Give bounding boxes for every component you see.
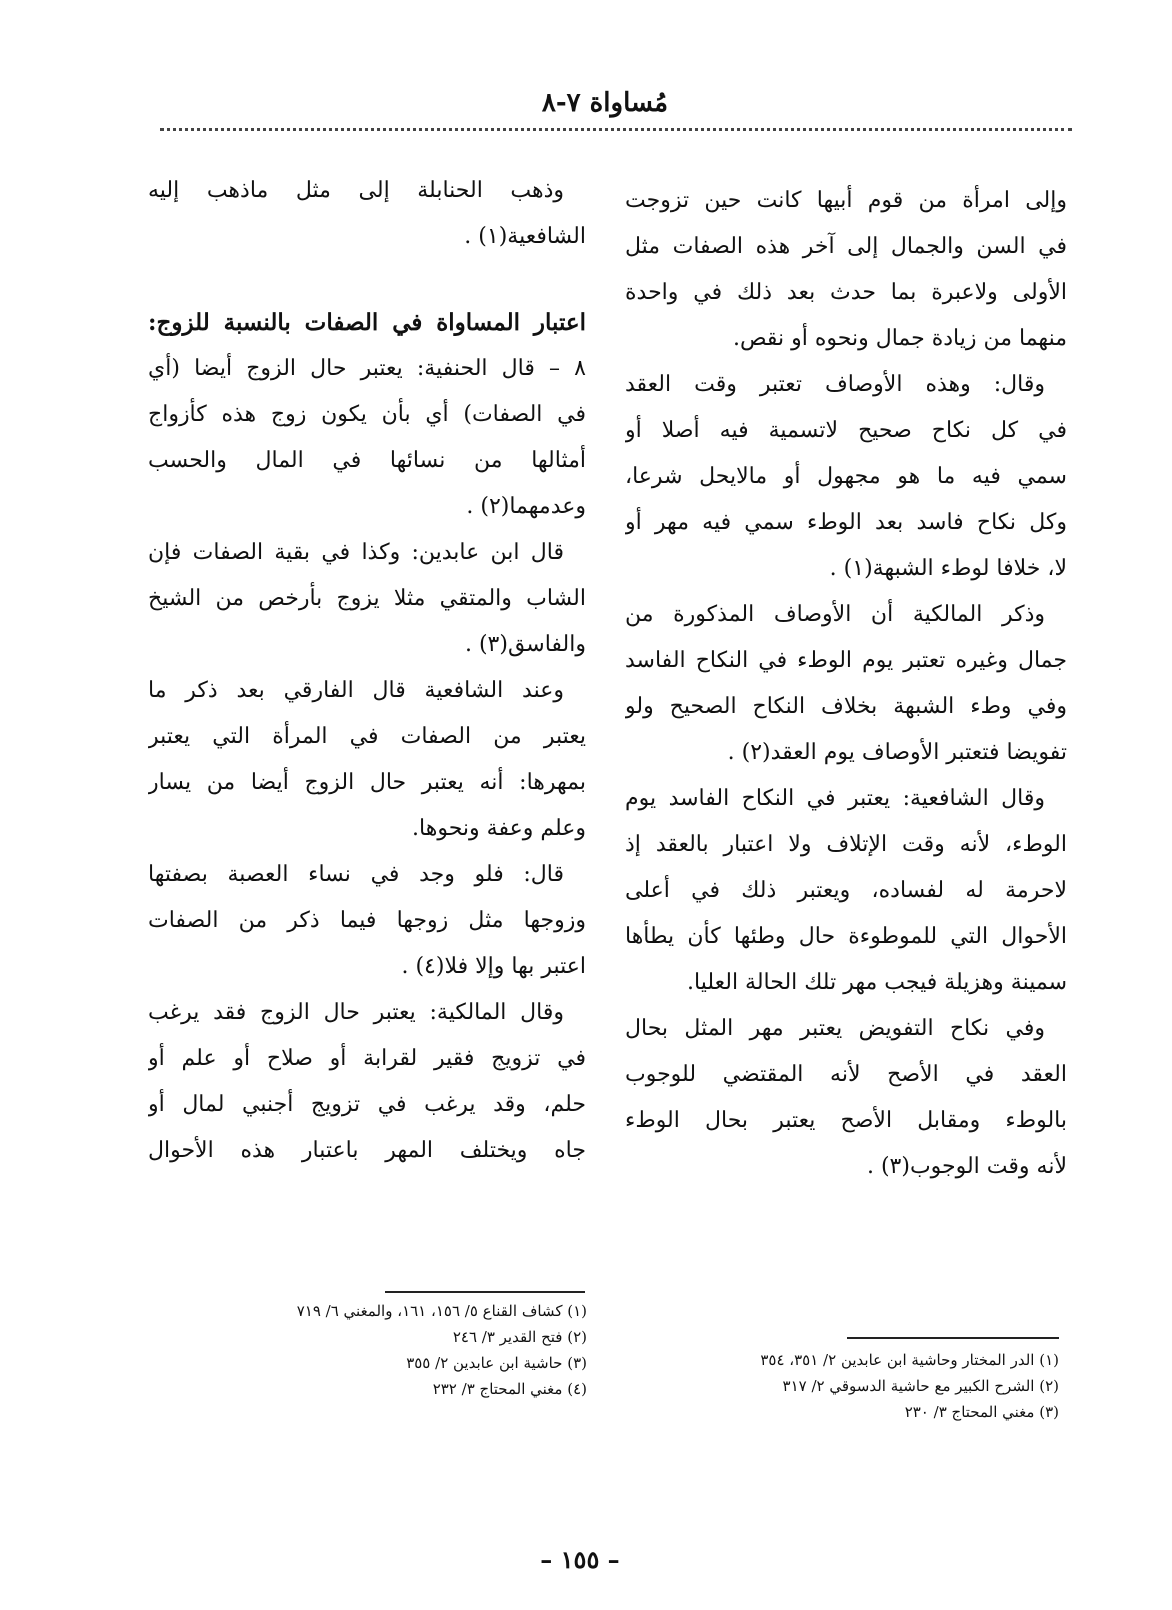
text-line: يعتبر من الصفات في المرأة التي يعتبر xyxy=(148,724,586,749)
paragraph xyxy=(148,346,586,530)
right-column xyxy=(625,178,1067,1190)
text-line: منهما من زيادة جمال ونحوه أو نقص. xyxy=(732,326,1067,351)
text-line: الوطء، لأنه وقت الإتلاف ولا اعتبار بالعقد إذ xyxy=(625,832,1067,857)
paragraph xyxy=(148,990,586,1174)
text-line: قال ابن عابدين: وكذا في بقية الصفات فإن xyxy=(148,540,564,565)
text-line: وزوجها مثل زوجها فيما ذكر من الصفات xyxy=(148,908,586,933)
text-line: قال: فلو وجد في نساء العصبة بصفتها xyxy=(148,862,564,887)
text-line: سمينة وهزيلة فيجب مهر تلك الحالة العليا. xyxy=(687,970,1067,995)
paragraph xyxy=(625,1006,1067,1190)
text-line: وذكر المالكية أن الأوصاف المذكورة من xyxy=(625,602,1045,627)
footnote: (٢) فتح القدير ٣/ ٢٤٦ xyxy=(452,1328,587,1346)
text-line: لأنه وقت الوجوب(٣) . xyxy=(866,1154,1067,1179)
text-line: وكل نكاح فاسد بعد الوطء سمي فيه مهر أو xyxy=(625,510,1067,535)
text-line: بالوطء ومقابل الأصح يعتبر بحال الوطء xyxy=(625,1108,1067,1133)
text-line: وعلم وعفة ونحوها. xyxy=(412,816,586,841)
text-line: وذهب الحنابلة إلى مثل ماذهب إليه xyxy=(148,178,564,203)
paragraph xyxy=(625,776,1067,1006)
text-line: الشافعية(١) . xyxy=(464,224,586,249)
text-line: الأحوال التي للموطوءة حال وطئها كأن يطأها xyxy=(625,924,1067,949)
text-line: وعند الشافعية قال الفارقي بعد ذكر ما xyxy=(148,678,564,703)
header-dotted-divider xyxy=(160,128,1072,131)
text-line: سمي فيه ما هو مجهول أو مالايحل شرعا، xyxy=(625,464,1067,489)
text-line: في الصفات) أي بأن يكون زوج هذه كأزواج xyxy=(148,402,586,427)
text-line: الأولى ولاعبرة بما حدث بعد ذلك في واحدة xyxy=(625,280,1067,305)
text-line: بمهرها: أنه يعتبر حال الزوج أيضا من يسار xyxy=(148,770,586,795)
text-line: لا، خلافا لوطء الشبهة(١) . xyxy=(829,556,1067,581)
text-line: في السن والجمال إلى آخر هذه الصفات مثل xyxy=(625,234,1067,259)
text-line: وإلى امرأة من قوم أبيها كانت حين تزوجت xyxy=(625,188,1067,213)
text-line: ٨ – قال الحنفية: يعتبر حال الزوج أيضا (أي xyxy=(148,356,586,381)
page-number: – ١٥٥ – xyxy=(540,1545,620,1574)
text-line: وقال الشافعية: يعتبر في النكاح الفاسد يوم xyxy=(625,786,1045,811)
paragraph xyxy=(148,530,586,668)
footnote: (٢) الشرح الكبير مع حاشية الدسوقي ٢/ ٣١٧ xyxy=(782,1377,1059,1395)
footnote-rule-left xyxy=(385,1291,585,1293)
text-line: وعدمهما(٢) . xyxy=(466,494,586,519)
paragraph xyxy=(625,362,1067,592)
text-line: وقال المالكية: يعتبر حال الزوج فقد يرغب xyxy=(148,1000,564,1025)
text-line: والفاسق(٣) . xyxy=(464,632,586,657)
footnote: (٤) مغني المحتاج ٣/ ٢٣٢ xyxy=(432,1380,587,1398)
text-line: وفي نكاح التفويض يعتبر مهر المثل بحال xyxy=(625,1016,1045,1041)
text-line: الشاب والمتقي مثلا يزوج بأرخص من الشيخ xyxy=(148,586,586,611)
text-line: حلم، وقد يرغب في تزويج أجنبي لمال أو xyxy=(148,1092,586,1117)
text-line: لاحرمة له لفساده، ويعتبر ذلك في أعلى xyxy=(625,878,1067,903)
left-body xyxy=(148,346,586,1174)
footnote: (١) الدر المختار وحاشية ابن عابدين ٢/ ٣٥١، ٣٥٤ xyxy=(760,1351,1059,1369)
intro-paragraph xyxy=(148,168,586,260)
text-line: وقال: وهذه الأوصاف تعتبر وقت العقد xyxy=(625,372,1045,397)
text-line: أمثالها من نسائها في المال والحسب xyxy=(148,448,586,473)
running-header: مُساواة ٧-٨ xyxy=(541,88,669,118)
text-line: جمال وغيره تعتبر يوم الوطء في النكاح الفاسد xyxy=(625,648,1067,673)
paragraph xyxy=(148,168,586,260)
text-line: جاه ويختلف المهر باعتبار هذه الأحوال xyxy=(148,1138,586,1163)
left-column xyxy=(148,168,586,1174)
section-heading: اعتبار المساواة في الصفات بالنسبة للزوج: xyxy=(148,309,586,336)
text-line: اعتبر بها وإلا فلا(٤) . xyxy=(401,954,586,979)
paragraph xyxy=(148,668,586,852)
footnote-rule-right xyxy=(847,1337,1059,1339)
text-line: العقد في الأصح لأنه المقتضي للوجوب xyxy=(625,1062,1067,1087)
paragraph xyxy=(625,178,1067,362)
footnotes-right xyxy=(760,1347,1059,1425)
text-line: تفويضا فتعتبر الأوصاف يوم العقد(٢) . xyxy=(727,740,1067,765)
paragraph xyxy=(625,592,1067,776)
footnote: (١) كشاف القناع ٥/ ١٥٦، ١٦١، والمغني ٦/ ٧١٩ xyxy=(296,1302,587,1320)
footnote: (٣) مغني المحتاج ٣/ ٢٣٠ xyxy=(904,1403,1059,1421)
text-line: في تزويج فقير لقرابة أو صلاح أو علم أو xyxy=(148,1046,586,1071)
footnotes-left xyxy=(297,1298,587,1402)
text-line: وفي وطء الشبهة بخلاف النكاح الصحيح ولو xyxy=(625,694,1067,719)
footnote: (٣) حاشية ابن عابدين ٢/ ٣٥٥ xyxy=(406,1354,587,1372)
text-line: في كل نكاح صحيح لاتسمية فيه أصلا أو xyxy=(625,418,1067,443)
paragraph xyxy=(148,852,586,990)
